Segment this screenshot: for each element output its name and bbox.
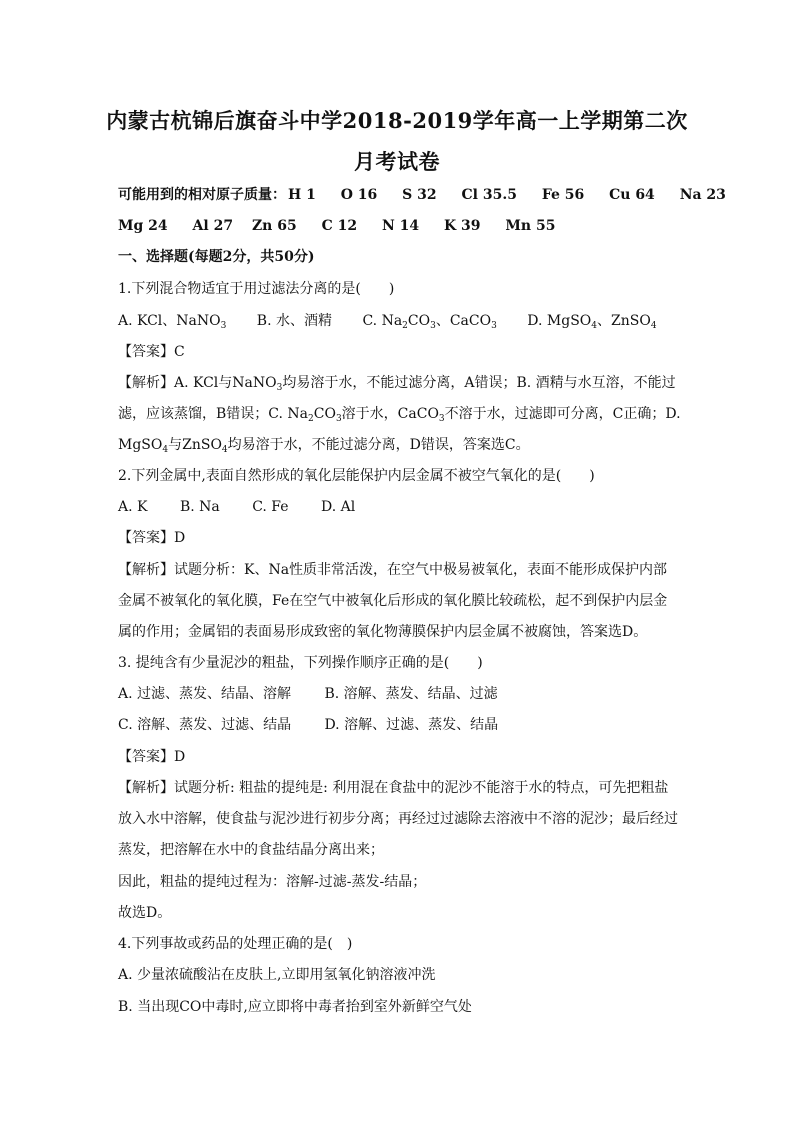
q1-options [118, 311, 683, 331]
q2-option-d: D. Al [321, 499, 356, 515]
q2-option-a: A. K [118, 499, 148, 515]
mass-item: Mg 24 [118, 218, 168, 234]
q3-options-row-2 [118, 715, 683, 735]
title-line-2: 月考试卷 [354, 149, 440, 174]
mass-item: S 32 [402, 187, 437, 203]
q2-answer: 【答案】D [118, 530, 186, 546]
q3-explanation-line-4: 因此，粗盐的提纯过程为：溶解-过滤-蒸发-结晶； [118, 874, 427, 890]
mass-item: Mn 55 [505, 218, 556, 234]
title-line-1: 内蒙古杭锦后旗奋斗中学2018-2019学年高一上学期第二次 [106, 108, 688, 133]
q2-option-c: C. Fe [252, 499, 289, 515]
q2-explanation-line-2: 金属不被氧化的氧化膜，Fe在空气中被氧化后形成的氧化膜比较疏松，起不到保护内层金 [118, 593, 668, 609]
q1-explanation-line-1: 【解析】A. KCl与NaNO$_3$均易溶于水，不能过滤分离，A错误；B. 酒精与水互溶，不能过 [118, 375, 676, 393]
q1-option-c: C. $Na_2CO_3$、CaCO$_3$ [362, 313, 497, 331]
q4-option-a: A. 少量浓硫酸沾在皮肤上,立即用氢氧化钠溶液冲洗 [118, 967, 436, 983]
q4-stem: 4.下列事故或药品的处理正确的是( ) [118, 936, 353, 952]
mass-item: O 16 [340, 187, 378, 203]
q3-option-b: B. 溶解、蒸发、结晶、过滤 [324, 686, 498, 702]
mass-item: Fe 56 [541, 187, 585, 203]
q1-stem: 1.下列混合物适宜于用过滤法分离的是( ) [118, 281, 395, 297]
q3-explanation-line-5: 故选D。 [118, 905, 172, 921]
q2-stem: 2.下列金属中,表面自然形成的氧化层能保护内层金属不被空气氧化的是( ) [118, 468, 595, 484]
q2-explanation-line-1: 【解析】试题分析：K、Na性质非常活泼，在空气中极易被氧化，表面不能形成保护内部 [118, 562, 668, 578]
q3-options-row-1 [118, 684, 683, 704]
q3-explanation-line-2: 放入水中溶解，使食盐与泥沙进行初步分离；再经过过滤除去溶液中不溶的泥沙；最后经过 [118, 811, 678, 827]
atomic-masses-label: 可能用到的相对原子质量： [118, 187, 286, 203]
mass-item: H 1 [288, 187, 316, 203]
section-heading: 一、选择题(每题2分，共50分) [118, 249, 315, 265]
q1-explanation-line-3: MgSO$_4$与ZnSO$_4$均易溶于水，不能过滤分离，D错误，答案选C。 [118, 437, 530, 455]
q3-option-a: A. 过滤、蒸发、结晶、溶解 [118, 686, 292, 702]
q3-option-d: D. 溶解、过滤、蒸发、结晶 [324, 717, 499, 733]
mass-item: N 14 [381, 218, 420, 234]
q1-option-b: B. 水、酒精 [256, 313, 332, 329]
q2-options [118, 497, 683, 517]
mass-item: K 39 [444, 218, 481, 234]
atomic-masses-row-2 [118, 216, 683, 236]
q3-stem: 3. 提纯含有少量泥沙的粗盐，下列操作顺序正确的是( ) [118, 655, 483, 671]
q2-explanation-line-3: 属的作用；金属铝的表面易形成致密的氧化物薄膜保护内层金属不被腐蚀，答案选D。 [118, 624, 648, 640]
atomic-masses-row-1 [118, 185, 726, 205]
mass-item: Cl 35.5 [461, 187, 517, 203]
mass-item: Al 27 [192, 218, 234, 234]
mass-item: Zn 65 [251, 218, 297, 234]
q3-option-c: C. 溶解、蒸发、过滤、结晶 [118, 717, 292, 733]
q1-answer: 【答案】C [118, 344, 185, 360]
mass-item: C 12 [321, 218, 358, 234]
q1-option-d: D. MgSO$_4$、ZnSO$_4$ [527, 313, 657, 331]
q3-explanation-line-3: 蒸发，把溶解在水中的食盐结晶分离出来； [118, 842, 384, 858]
mass-item: Na 23 [679, 187, 726, 203]
q2-option-b: B. Na [179, 499, 220, 515]
q3-answer: 【答案】D [118, 749, 186, 765]
mass-item: Cu 64 [609, 187, 655, 203]
q4-option-b: B. 当出现CO中毒时,应立即将中毒者抬到室外新鲜空气处 [118, 999, 472, 1015]
q3-explanation-line-1: 【解析】试题分析: 粗盐的提纯是: 利用混在食盐中的泥沙不能溶于水的特点，可先把粗盐 [118, 780, 669, 796]
q1-option-a: A. KCl、NaNO$_3$ [118, 313, 227, 331]
q1-explanation-line-2: 滤，应该蒸馏，B错误；C. $Na_2CO_3$溶于水，CaCO$_3$不溶于水，过滤即可分离，C正确；D. [118, 406, 681, 424]
